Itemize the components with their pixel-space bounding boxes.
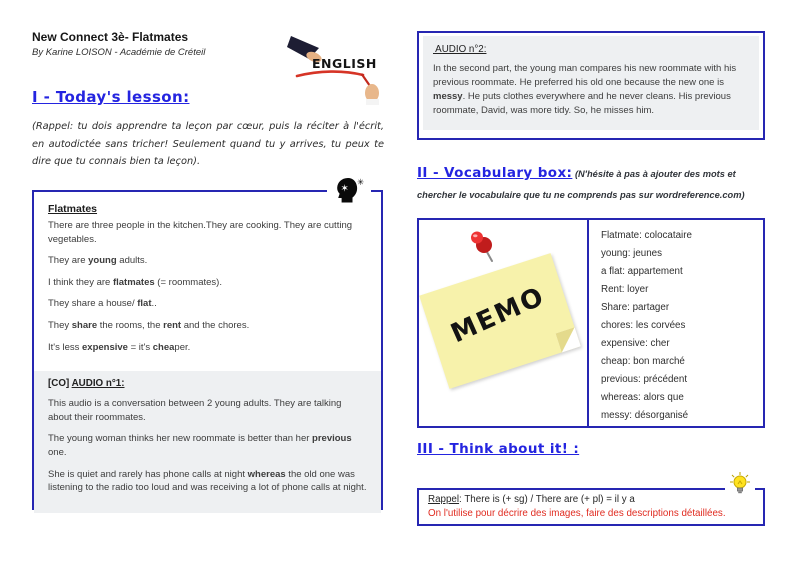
vocab-entry: cheap: bon marché (601, 356, 685, 367)
lesson-reminder-note: (Rappel: tu dois apprendre ta leçon par cœur, puis la réciter à l'écrit, en autodictée sans tricher! Seulement quand tu y arrives, tu peux te dire que tu connais bien ta leçon). (32, 121, 384, 168)
paragraph: There are three people in the kitchen.They are cooking. They are cutting vegetables. (48, 220, 353, 245)
lesson-box (32, 178, 383, 510)
vocab-entry: Share: partager (601, 302, 670, 313)
paragraph: They are young adults. (48, 255, 148, 267)
vocab-list (589, 220, 763, 426)
audio2-box (417, 31, 765, 140)
audio1-label-prefix: [CO] (48, 378, 72, 390)
english-logo-icon (283, 36, 385, 106)
vocab-entry: messy: désorganisé (601, 410, 689, 421)
rappel-usage-red: On l'utilise pour décrire des images, faire des descriptions détaillées. (428, 508, 726, 519)
document-author: By Karine LOISON - Académie de Créteil (32, 47, 206, 58)
memo-sticky-note (419, 253, 581, 389)
lesson-box-content (34, 192, 381, 508)
svg-text:✳: ✳ (357, 178, 365, 188)
vocab-entry: Rent: loyer (601, 284, 649, 295)
heading-vocabulary-row (417, 163, 769, 203)
paragraph: She is quiet and rarely has phone calls at night whereas the old one was listening to the radio too loud and was receiving a lot of phone calls at night. (48, 468, 367, 494)
vocab-entry: previous: précédent (601, 374, 688, 385)
svg-text:✶: ✶ (340, 183, 349, 195)
paragraph: It's less expensive = it's cheaper. (48, 341, 191, 353)
lesson-paragraphs (48, 219, 367, 362)
audio2-box-inner (423, 36, 759, 130)
pushpin-icon (467, 230, 501, 264)
audio2-paragraphs (433, 62, 749, 118)
vocab-entry: young: jeunes (601, 248, 663, 259)
audio1-label-text: AUDIO n°1: (71, 378, 125, 390)
audio1-paragraphs (48, 397, 367, 495)
vocabulary-box (417, 218, 765, 428)
audio1-section (34, 371, 381, 513)
rappel-line1 (428, 493, 754, 507)
rappel-box (417, 488, 765, 526)
lightbulb-icon (725, 471, 755, 497)
paragraph: They share a house/ flat.. (48, 298, 157, 310)
rappel-rule: : There is (+ sg) / There are (+ pl) = il y a (459, 494, 635, 505)
vocab-entry: Flatmate: colocataire (601, 230, 692, 241)
paragraph: I think they are flatmates (= roommates). (48, 276, 222, 288)
vocab-entry: whereas: alors que (601, 392, 684, 403)
rappel-label: Rappel (428, 494, 460, 505)
heading-vocabulary: II - Vocabulary box: (417, 165, 573, 181)
english-logo-text: ENGLISH (312, 56, 377, 71)
vocabulary-note: (N'hésite à pas à ajouter des mots et chercher le vocabulaire que tu ne comprends pas sur wordreference.com) (417, 169, 745, 200)
heading-todays-lesson: I - Today's lesson: (32, 88, 190, 106)
paragraph: The young woman thinks her new roommate is better than her previous one. (48, 433, 352, 458)
paragraph: They share the rooms, the rent and the chores. (48, 319, 250, 331)
vocab-entry: chores: les corvées (601, 320, 686, 331)
paragraph: In the second part, the young man compares his new roommate with his previous roommate. He preferred his old one because the new one is messy. He puts clothes everywhere and he never cleans. His previous roommate, David, was more tidy. So, he misses him. (433, 63, 737, 116)
vocab-entry: expensive: cher (601, 338, 670, 349)
heading-think-about-it: III - Think about it! : (417, 441, 580, 457)
thinking-head-icon (327, 176, 371, 205)
vocab-entry: a flat: appartement (601, 266, 683, 277)
document-title: New Connect 3è- Flatmates (32, 30, 189, 44)
memo-cell (419, 220, 589, 426)
audio1-label (48, 378, 367, 389)
audio2-label: AUDIO n°2: (433, 44, 487, 55)
memo-fold-corner (556, 327, 581, 352)
english-logo (283, 36, 385, 106)
memo-text: MEMO (446, 281, 550, 350)
paragraph: This audio is a conversation between 2 young adults. They are talking about their roommates. (48, 398, 342, 423)
lesson-box-title: Flatmates (48, 203, 98, 215)
